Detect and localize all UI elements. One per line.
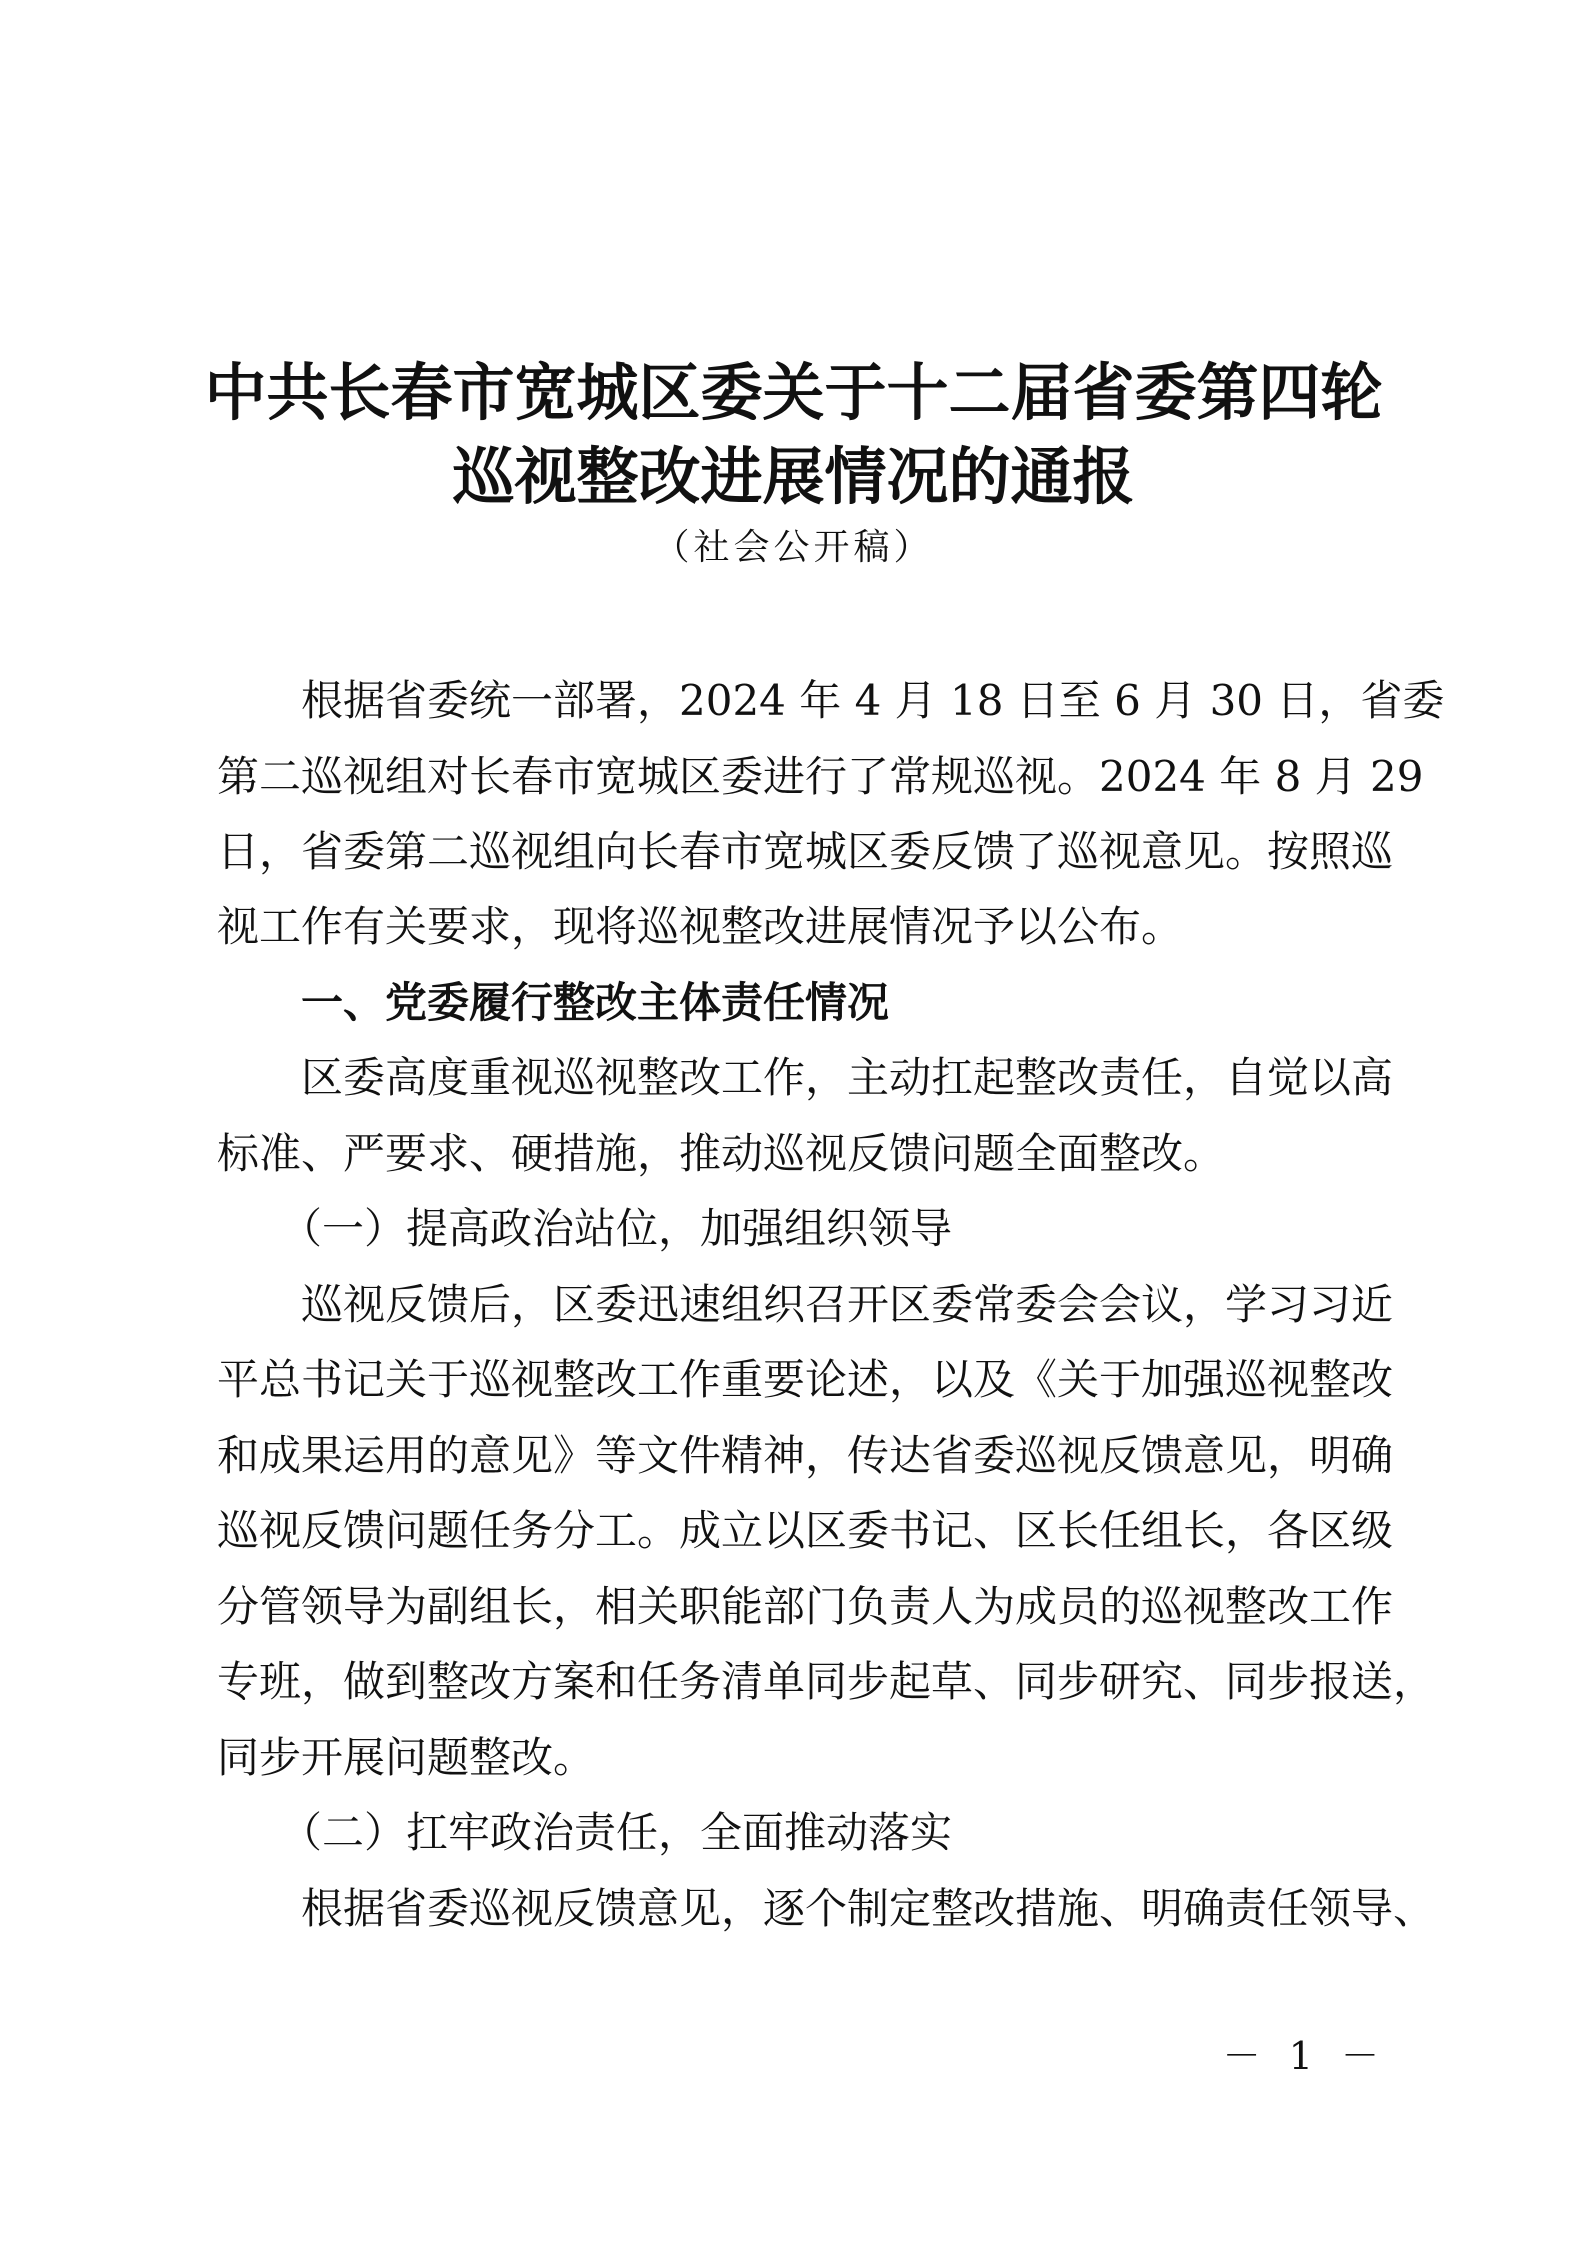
paragraph-line: 分管领导为副组长，相关职能部门负责人为成员的巡视整改工作 xyxy=(217,1582,1394,1631)
document-subtitle: （社会公开稿） xyxy=(653,527,934,568)
intro-line: 根据省委统一部署，2024 年 4 月 18 日至 6 月 30 日，省委 xyxy=(217,676,1445,725)
paragraph-line: 巡视反馈后，区委迅速组织召开区委常委会会议，学习习近 xyxy=(217,1280,1394,1329)
paragraph-line: 区委高度重视巡视整改工作，主动扛起整改责任，自觉以高 xyxy=(217,1053,1394,1102)
document-title-line-2: 巡视整改进展情况的通报 xyxy=(452,440,1135,513)
intro-line: 第二巡视组对长春市宽城区委进行了常规巡视。2024 年 8 月 29 xyxy=(217,752,1424,801)
paragraph-line: 根据省委巡视反馈意见，逐个制定整改措施、明确责任领导、 xyxy=(217,1884,1436,1933)
intro-line: 视工作有关要求，现将巡视整改进展情况予以公布。 xyxy=(217,902,1184,951)
subsection-heading: （二）扛牢政治责任，全面推动落实 xyxy=(217,1808,953,1857)
intro-line: 日，省委第二巡视组向长春市宽城区委反馈了巡视意见。按照巡 xyxy=(217,827,1394,876)
paragraph-line: 巡视反馈问题任务分工。成立以区委书记、区长任组长，各区级 xyxy=(217,1506,1394,1555)
subsection-heading: （一）提高政治站位，加强组织领导 xyxy=(217,1204,953,1253)
paragraph-line: 和成果运用的意见》等文件精神，传达省委巡视反馈意见，明确 xyxy=(217,1431,1394,1480)
paragraph-line: 平总书记关于巡视整改工作重要论述，以及《关于加强巡视整改 xyxy=(217,1355,1394,1404)
page-number: － 1 － xyxy=(1222,2034,1387,2078)
paragraph-line: 标准、严要求、硬措施，推动巡视反馈问题全面整改。 xyxy=(217,1129,1226,1178)
document-title-line-1: 中共长春市宽城区委关于十二届省委第四轮 xyxy=(204,356,1383,429)
paragraph-line: 同步开展问题整改。 xyxy=(217,1733,596,1782)
section-heading: 一、党委履行整改主体责任情况 xyxy=(217,978,890,1027)
paragraph-line: 专班，做到整改方案和任务清单同步起草、同步研究、同步报送， xyxy=(217,1657,1436,1706)
